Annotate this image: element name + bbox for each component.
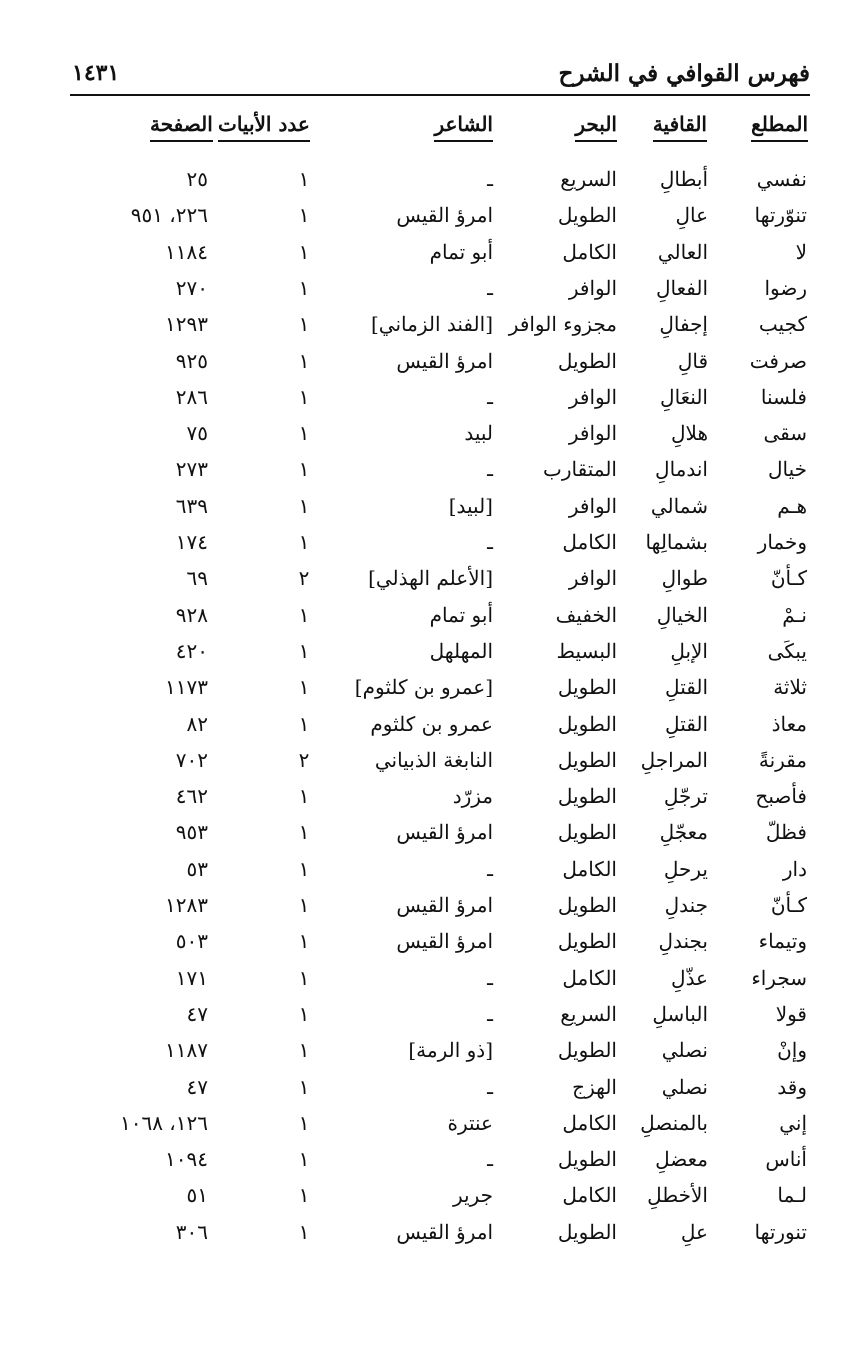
cell-shaer: امرؤ القيس: [396, 348, 493, 373]
cell-count: ١: [298, 203, 310, 228]
cell-qafia: الفعالِ: [655, 275, 708, 300]
cell-shaer: أبو تمام: [429, 239, 493, 264]
page-reference: ١١٨٤: [165, 239, 208, 264]
cell-shaer: ـ: [487, 384, 493, 409]
cell-page: [90, 385, 208, 409]
cell-page: [90, 1183, 208, 1207]
cell-bahr: الكامل: [562, 530, 617, 554]
table-row: [0, 349, 855, 387]
cell-matla: خيال: [767, 457, 807, 482]
table-row: [0, 566, 855, 604]
table-row: [0, 1147, 855, 1185]
table-row: [0, 1002, 855, 1040]
page-reference: ٤٢٠: [175, 638, 208, 663]
cell-page: [90, 1220, 208, 1244]
cell-bahr: الكامل: [562, 1183, 617, 1208]
table-row: [0, 385, 855, 423]
cell-page: [90, 240, 208, 264]
table-row: [0, 603, 855, 641]
table-row: [0, 857, 855, 895]
page-reference: ١٧٤: [175, 530, 208, 554]
table-row: [0, 1038, 855, 1076]
column-header-count: عدد الأبيات: [218, 112, 310, 142]
cell-bahr: المتقارب: [543, 457, 617, 482]
cell-qafia: الإبلِ: [670, 638, 708, 663]
cell-page: [90, 675, 208, 699]
cell-qafia: القتلِ: [665, 675, 708, 700]
cell-bahr: الطويل: [557, 893, 617, 917]
cell-bahr: الوافر: [568, 384, 617, 409]
cell-shaer: عنترة: [447, 1110, 493, 1135]
cell-matla: لـما: [777, 1183, 807, 1208]
cell-page: [90, 421, 208, 445]
cell-matla: فظلّ: [765, 820, 807, 845]
page-reference: ٥٣: [186, 856, 208, 881]
table-row: [0, 639, 855, 677]
table-row: [0, 240, 855, 278]
cell-qafia: الخيالِ: [656, 602, 708, 627]
cell-count: ١: [298, 856, 310, 881]
table-row: [0, 1075, 855, 1113]
cell-count: ١: [298, 1147, 310, 1172]
cell-bahr: الطويل: [557, 348, 617, 373]
cell-qafia: معجّلِ: [659, 820, 708, 845]
cell-matla: سجراء: [751, 965, 807, 990]
cell-count: ١: [298, 493, 310, 518]
table-row: [0, 167, 855, 205]
cell-matla: كـأنّ: [770, 566, 807, 591]
cell-bahr: الطويل: [557, 747, 617, 772]
cell-matla: أناس: [765, 1147, 807, 1172]
cell-qafia: الباسلِ: [652, 1001, 708, 1026]
table-row: [0, 421, 855, 459]
cell-shaer: [الأعلم الهذلي]: [368, 566, 493, 591]
column-header-bahr: البحر: [575, 112, 617, 142]
cell-shaer: [لبيد]: [448, 493, 493, 518]
table-row: [0, 1111, 855, 1149]
table-row: [0, 929, 855, 967]
page-reference: ٨٢: [186, 711, 208, 736]
table-row: [0, 1220, 855, 1258]
cell-count: ١: [298, 167, 310, 191]
page-reference: ٢٧٣: [175, 457, 208, 482]
table-row: [0, 966, 855, 1004]
table-row: [0, 820, 855, 858]
table-row: [0, 276, 855, 314]
page-reference: ٦٣٩: [175, 493, 208, 518]
cell-count: ١: [298, 1001, 310, 1026]
cell-matla: صرفت: [749, 348, 807, 373]
page-reference: ٢٧٠: [175, 275, 208, 300]
cell-count: ١: [298, 1110, 310, 1135]
page-reference: ١٧١: [175, 965, 208, 990]
cell-matla: فلسنا: [760, 384, 807, 409]
cell-shaer: النابغة الذبياني: [374, 747, 493, 772]
cell-qafia: بجندلِ: [658, 929, 708, 954]
page-reference: ٤٦٢: [175, 784, 208, 809]
cell-bahr: الهزج: [572, 1074, 617, 1099]
cell-count: ١: [298, 1038, 310, 1063]
table-row: [0, 530, 855, 568]
cell-qafia: عالِ: [675, 203, 708, 228]
cell-count: ١: [298, 275, 310, 300]
cell-bahr: الطويل: [557, 929, 617, 954]
cell-shaer: جرير: [453, 1183, 493, 1208]
cell-matla: سقى: [763, 421, 807, 446]
cell-shaer: امرؤ القيس: [396, 820, 493, 845]
cell-page: [90, 1002, 208, 1026]
cell-count: ١: [298, 929, 310, 954]
cell-page: [90, 1075, 208, 1099]
cell-count: ١: [298, 1219, 310, 1244]
cell-matla: فأصبح: [755, 784, 807, 809]
cell-bahr: الكامل: [562, 1110, 617, 1135]
cell-qafia: يرحلِ: [663, 856, 708, 881]
page-reference: ٩٢٥: [175, 348, 208, 373]
page-header: [70, 58, 810, 96]
cell-shaer: ـ: [487, 275, 493, 300]
cell-qafia: أبطالِ: [659, 167, 708, 191]
cell-shaer: امرؤ القيس: [396, 929, 493, 954]
column-header-matla: المطلع: [751, 112, 808, 142]
cell-page: [90, 1147, 208, 1171]
cell-shaer: [ذو الرمة]: [408, 1038, 493, 1063]
cell-qafia: العالي: [657, 239, 708, 264]
cell-bahr: الكامل: [562, 239, 617, 264]
cell-shaer: ـ: [487, 457, 493, 482]
column-header-shaer: الشاعر: [434, 112, 493, 142]
cell-count: ١: [298, 312, 310, 337]
page-reference: ١١٨٧: [165, 1038, 208, 1063]
cell-bahr: السريع: [560, 167, 617, 191]
cell-bahr: الطويل: [557, 784, 617, 809]
cell-bahr: الطويل: [557, 820, 617, 845]
cell-page: [90, 457, 208, 481]
page-reference: ١٢٩٣: [165, 312, 208, 337]
page-number: ١٤٣١: [72, 60, 120, 86]
cell-bahr: السريع: [560, 1001, 617, 1026]
cell-shaer: ـ: [487, 167, 493, 191]
cell-count: ١: [298, 384, 310, 409]
cell-matla: إني: [779, 1110, 807, 1135]
cell-page: [90, 1038, 208, 1062]
cell-matla: معاذ: [771, 711, 807, 736]
cell-shaer: امرؤ القيس: [396, 203, 493, 228]
cell-bahr: مجزوء الوافر: [508, 312, 617, 337]
page-reference: ٢٥: [186, 167, 208, 191]
cell-shaer: ـ: [487, 965, 493, 990]
cell-page: [90, 603, 208, 627]
cell-page: [90, 929, 208, 953]
cell-page: [90, 167, 208, 191]
cell-page: [90, 966, 208, 990]
cell-shaer: امرؤ القيس: [396, 1219, 493, 1244]
cell-bahr: الطويل: [557, 1147, 617, 1172]
page-reference: ٢٢٦، ٩٥١: [130, 203, 208, 228]
table-row: [0, 748, 855, 786]
cell-page: [90, 639, 208, 663]
page-reference: ٩٢٨: [175, 602, 208, 627]
cell-qafia: إجفالِ: [659, 312, 708, 337]
page-reference: ٦٩: [186, 566, 208, 591]
cell-matla: وتيماء: [758, 929, 807, 954]
cell-qafia: عذّلِ: [671, 965, 708, 990]
cell-page: [90, 857, 208, 881]
cell-bahr: الوافر: [568, 421, 617, 446]
page-reference: ١٢٦، ١٠٦٨: [119, 1110, 208, 1135]
page-reference: ١٠٩٤: [165, 1147, 208, 1172]
cell-bahr: الوافر: [568, 275, 617, 300]
cell-page: [90, 312, 208, 336]
cell-bahr: الطويل: [557, 675, 617, 700]
table-row: [0, 784, 855, 822]
cell-matla: دار: [782, 856, 807, 881]
cell-matla: كـأنّ: [770, 893, 807, 917]
table-row: [0, 712, 855, 750]
cell-shaer: امرؤ القيس: [396, 893, 493, 917]
cell-page: [90, 276, 208, 300]
cell-qafia: ترجّلِ: [663, 784, 708, 809]
cell-page: [90, 494, 208, 518]
page-reference: ٧٥: [186, 421, 208, 446]
cell-shaer: أبو تمام: [429, 602, 493, 627]
cell-shaer: مزرّد: [452, 784, 493, 809]
cell-page: [90, 712, 208, 736]
table-row: [0, 312, 855, 350]
page-reference: ٥٠٣: [175, 929, 208, 954]
page-reference: ٢٨٦: [175, 384, 208, 409]
cell-bahr: الطويل: [557, 711, 617, 736]
cell-qafia: بشمالِها: [645, 530, 708, 554]
cell-matla: كجيب: [758, 312, 807, 337]
cell-matla: يبكَى: [767, 638, 807, 663]
cell-shaer: [عمرو بن كلثوم]: [354, 675, 493, 700]
cell-matla: نفسي: [756, 167, 807, 191]
cell-qafia: جندلِ: [664, 893, 708, 917]
page-reference: ٤٧: [186, 1001, 208, 1026]
column-header-qafia: القافية: [653, 112, 707, 142]
cell-matla: وإنْ: [777, 1038, 807, 1063]
cell-qafia: طوالِ: [661, 566, 708, 591]
column-header-page: الصفحة: [150, 112, 213, 142]
page-reference: ١١٧٣: [165, 675, 208, 700]
cell-bahr: الكامل: [562, 856, 617, 881]
table-row: [0, 494, 855, 532]
cell-qafia: شمالي: [650, 493, 708, 518]
cell-page: [90, 530, 208, 554]
cell-page: [90, 784, 208, 808]
cell-count: ١: [298, 1074, 310, 1099]
cell-shaer: ـ: [487, 1074, 493, 1099]
cell-count: ١: [298, 421, 310, 446]
cell-matla: مقرنةً: [758, 747, 807, 772]
cell-qafia: بالمنصلِ: [640, 1110, 708, 1135]
cell-matla: وقد: [777, 1074, 807, 1099]
page-reference: ٩٥٣: [175, 820, 208, 845]
cell-count: ١: [298, 602, 310, 627]
table-row: [0, 457, 855, 495]
cell-count: ١: [298, 457, 310, 482]
cell-count: ١: [298, 638, 310, 663]
cell-shaer: ـ: [487, 1001, 493, 1026]
cell-bahr: الكامل: [562, 965, 617, 990]
cell-qafia: القتلِ: [665, 711, 708, 736]
cell-page: [90, 820, 208, 844]
cell-count: ١: [298, 675, 310, 700]
cell-qafia: المراجلِ: [640, 747, 708, 772]
cell-matla: لا: [795, 239, 807, 264]
cell-bahr: الوافر: [568, 493, 617, 518]
cell-page: [90, 893, 208, 917]
cell-count: ١: [298, 784, 310, 809]
cell-page: [90, 349, 208, 373]
cell-shaer: عمرو بن كلثوم: [370, 711, 493, 736]
cell-shaer: ـ: [487, 530, 493, 554]
page-reference: ٣٠٦: [175, 1219, 208, 1244]
table-row: [0, 203, 855, 241]
cell-count: ١: [298, 348, 310, 373]
cell-matla: نـمْ: [782, 602, 807, 627]
cell-shaer: [الفند الزماني]: [371, 312, 493, 337]
cell-shaer: ـ: [487, 1147, 493, 1172]
cell-page: [90, 748, 208, 772]
table-row: [0, 893, 855, 931]
cell-matla: تنوّرتها: [754, 203, 807, 228]
page-reference: ٧٠٢: [175, 747, 208, 772]
cell-qafia: اندمالِ: [655, 457, 708, 482]
cell-bahr: الطويل: [557, 1219, 617, 1244]
cell-qafia: نصلي: [661, 1038, 708, 1063]
table-row: [0, 1183, 855, 1221]
cell-matla: تنورتها: [754, 1219, 807, 1244]
cell-shaer: ـ: [487, 856, 493, 881]
cell-count: ١: [298, 1183, 310, 1208]
page-reference: ١٢٨٣: [165, 893, 208, 917]
cell-shaer: المهلهل: [429, 638, 493, 663]
cell-bahr: الطويل: [557, 1038, 617, 1063]
cell-bahr: الطويل: [557, 203, 617, 228]
cell-page: [90, 566, 208, 590]
cell-count: ١: [298, 965, 310, 990]
cell-matla: وخمار: [757, 530, 807, 554]
cell-bahr: الخفيف: [555, 602, 617, 627]
cell-matla: رضوا: [764, 275, 807, 300]
page-reference: ٥١: [186, 1183, 208, 1208]
page-title: فهرس القوافي في الشرح: [558, 60, 810, 87]
cell-matla: ثلاثة: [773, 675, 807, 700]
cell-page: [90, 203, 208, 227]
cell-count: ١: [298, 711, 310, 736]
cell-qafia: نصلي: [661, 1074, 708, 1099]
cell-page: [90, 1111, 208, 1135]
cell-bahr: البسيط: [556, 638, 617, 663]
cell-count: ١: [298, 820, 310, 845]
cell-count: ١: [298, 530, 310, 554]
cell-count: ٢: [298, 747, 310, 772]
cell-count: ٢: [298, 566, 310, 591]
cell-count: ١: [298, 893, 310, 917]
cell-bahr: الوافر: [568, 566, 617, 591]
cell-qafia: الأخطلِ: [647, 1183, 708, 1208]
cell-qafia: معضلِ: [655, 1147, 708, 1172]
cell-qafia: هلالِ: [670, 421, 708, 446]
cell-count: ١: [298, 239, 310, 264]
cell-qafia: علِ: [680, 1219, 708, 1244]
cell-shaer: لبيد: [464, 421, 493, 446]
page-reference: ٤٧: [186, 1074, 208, 1099]
cell-qafia: النعَالِ: [660, 384, 708, 409]
cell-matla: قولا: [775, 1001, 807, 1026]
cell-matla: هـم: [777, 493, 807, 518]
cell-qafia: قالِ: [677, 348, 708, 373]
table-row: [0, 675, 855, 713]
